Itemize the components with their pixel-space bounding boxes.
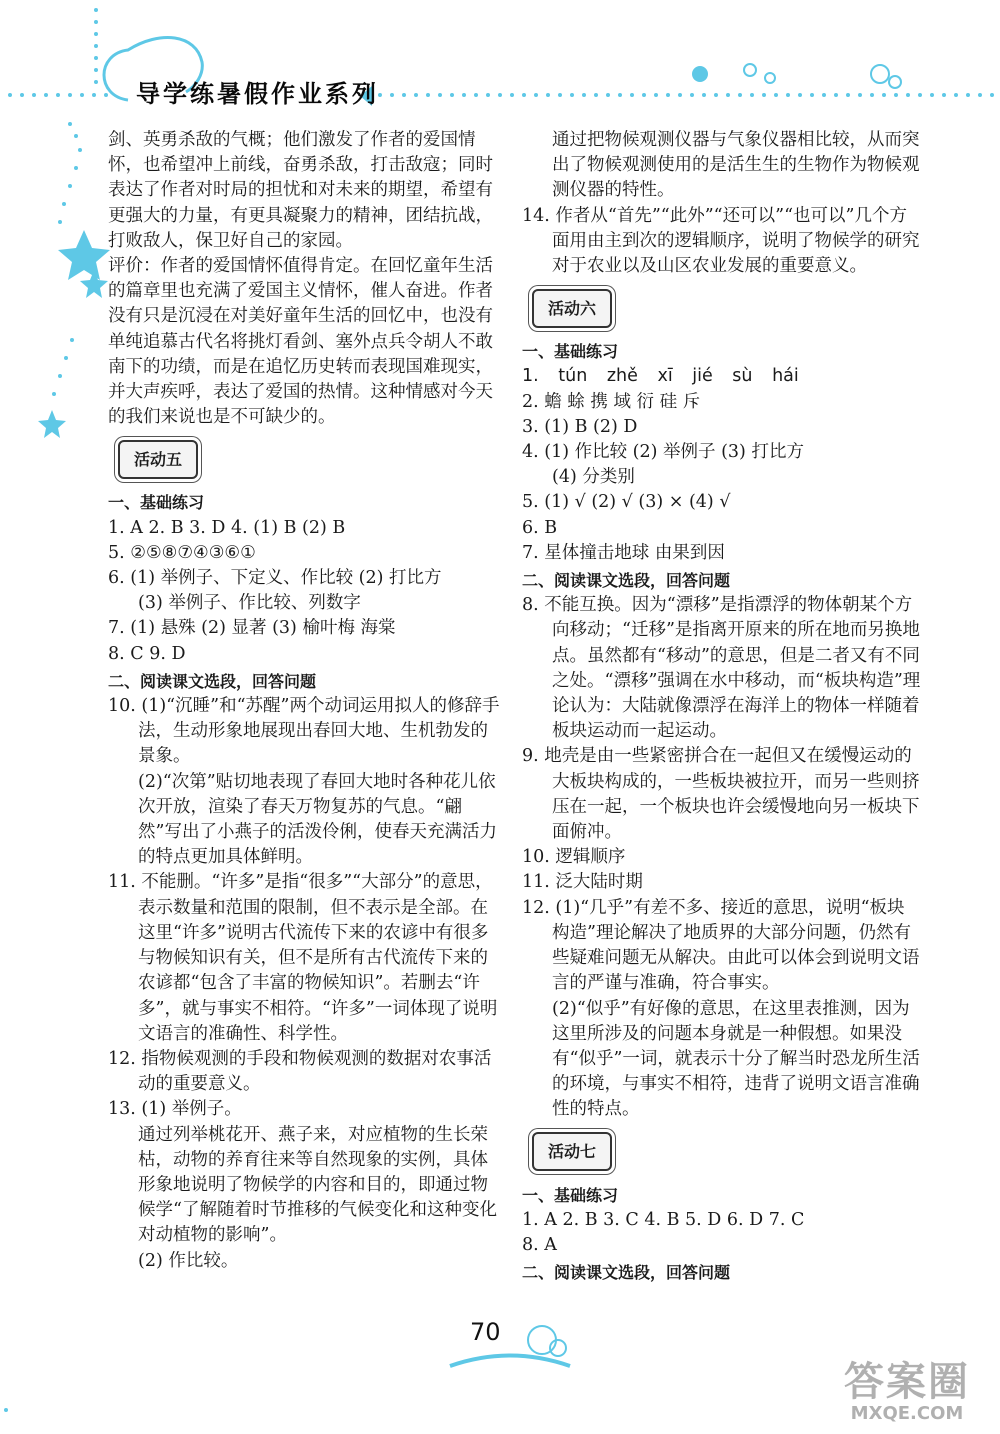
reading-answers [522, 593, 922, 1122]
activity-seven-heading [522, 1123, 922, 1181]
section-heading: 一、基础练习 [522, 342, 619, 362]
answer-line: 7. (1) 悬殊 (2) 显著 (3) 榆叶梅 海棠 [108, 618, 396, 639]
page-header [0, 0, 1000, 140]
watermark-logo: 答案圈 [844, 1359, 970, 1405]
watermark-url: MXQE.COM [850, 1403, 964, 1424]
activity-badge: 活动七 [532, 1132, 612, 1171]
answer-line: 4. (1) 作比较 (2) 举例子 (3) 打比方 [522, 442, 804, 463]
activity-six-heading [522, 279, 922, 337]
section-heading: 二、阅读课文选段，回答问题 [522, 571, 731, 591]
section-heading: 二、阅读课文选段，回答问题 [522, 1263, 731, 1283]
answer-line: (2) 作比较。 [138, 1250, 239, 1271]
answer-line: 7. 星体撞击地球 由果到因 [522, 542, 725, 563]
answer-line: 8. C 9. D [108, 643, 186, 664]
answer-line: 11. 泛大陆时期 [522, 872, 643, 893]
answer-line: 9. 地壳是由一些紧密拼合在一起但又在缓慢运动的大板块构成的，一些板块被拉开，而另一些则挤压在一起，一个板块也许会缓慢地向另一板块下面俯冲。 [522, 746, 920, 843]
basic-exercises [108, 516, 504, 667]
answer-line: 14. 作者从“首先”“此外”“还可以”“也可以”几个方面用由主到次的逻辑顺序，说明了物候学的研究对于农业以及山区农业发展的重要意义。 [522, 205, 920, 277]
left-column [108, 128, 504, 1274]
answer-line: (3) 举例子、作比较、列数字 [138, 593, 361, 614]
answer-line: 12. 指物候观测的手段和物候观测的数据对农事活动的重要意义。 [108, 1048, 492, 1095]
answer-line: 2. 蟾 蜍 携 域 衍 硅 斥 [522, 391, 701, 412]
answer-line: 8. A [522, 1234, 557, 1255]
left-intro [108, 128, 504, 430]
answer-line: 3. (1) B (2) D [522, 416, 638, 437]
answer-line: 1. A 2. B 3. D 4. (1) B (2) B [108, 517, 346, 538]
answer-line: 6. (1) 举例子、下定义、作比较 (2) 打比方 [108, 568, 442, 589]
activity-badge: 活动六 [532, 289, 612, 328]
answer-line: 8. 不能互换。因为“漂移”是指漂浮的物体朝某个方向移动；“迁移”是指离开原来的所在地而另换地点。虽然都有“移动”的意思，但是二者又有不同之处。“漂移”强调在水中移动，而“板块构造”理论认为：大陆就像漂浮在海洋上的物体一样随着板块运动而一起运动。 [522, 595, 921, 742]
answer-line: 评价：作者的爱国情怀值得肯定。在回忆童年生活的篇章里也充满了爱国主义情怀，催人奋进。作者没有只是沉浸在对美好童年生活的回忆中，也没有单纯追慕古代名将挑灯看剑、塞外点兵令胡人不敢南下的功绩，而是在追忆历史转而表现国难现实，并大声疾呼，表达了爱国的热情。这种情感对今天的我们来说也是不可缺少的。 [108, 256, 493, 428]
series-title: 导学练暑假作业系列 [136, 80, 379, 108]
answer-line: (2)“似乎”有好像的意思，在这里表推测，因为这里所涉及的问题本身就是一种假想。如果没有“似乎”一词，就表示十分了解当时恐龙所生活的环境，与事实不相符，违背了说明文语言准确性的特点。 [552, 998, 920, 1120]
header-decoration [0, 0, 1000, 140]
section-heading: 二、阅读课文选段，回答问题 [108, 671, 317, 691]
answer-line: 12. (1)“几乎”有差不多、接近的意思，说明“板块构造”理论解决了地质界的大部分问题，仍然有些疑难问题无从解决。由此可以体会到说明文语言的严谨与准确，符合事实。 [522, 897, 920, 994]
answer-line: 6. B [522, 517, 558, 538]
answer-line: (2)“次第”贴切地表现了春回大地时各种花儿依次开放，渲染了春天万物复苏的气息。“翩然”写出了小燕子的活泼伶俐，使春天充满活力的特点更加具体鲜明。 [138, 771, 497, 868]
watermark [832, 1360, 982, 1430]
answer-line: (4) 分类别 [552, 467, 635, 488]
pinyin-answer: 1. tún zhě xī jié sù hái [522, 366, 799, 387]
answer-line: 5. ②⑤⑧⑦④③⑥① [108, 542, 256, 563]
right-column [522, 128, 922, 1285]
activity-five-heading [108, 430, 504, 488]
answer-line: 10. 逻辑顺序 [522, 847, 626, 868]
basic-exercises [522, 390, 922, 566]
answer-line: 剑、英勇杀敌的气概；他们激发了作者的爱国情怀，也希望冲上前线，奋勇杀敌，打击敌寇；同时表达了作者对时局的担忧和对未来的期望，希望有更强大的力量，有更具凝聚力的精神，团结抗战，打败敌人，保卫好自己的家园。 [108, 130, 493, 251]
answer-line: 10. (1)“沉睡”和“苏醒”两个动词运用拟人的修辞手法，生动形象地展现出春回大地、生机勃发的景象。 [108, 696, 500, 767]
answer-line: 5. (1) √ (2) √ (3) × (4) √ [522, 492, 731, 513]
reading-answers [108, 694, 504, 1274]
section-heading: 一、基础练习 [108, 493, 205, 513]
page-number: 70 [470, 1318, 501, 1346]
basic-exercises [522, 1208, 922, 1258]
answer-line: 1. A 2. B 3. C 4. B 5. D 6. D 7. C [522, 1209, 805, 1230]
answer-line: 11. 不能删。“许多”是指“很多”“大部分”的意思，表示数量和范围的限制，但不表示是全部。在这里“许多”说明古代流传下来的农谚中有很多与物候知识有关，但不是所有古代流传下来的农谚都“包含了丰富的物候知识”。若删去“许多”，就与事实不相符。“许多”一词体现了说明文语言的准确性、科学性。 [108, 872, 498, 1044]
answer-line: 通过列举桃花开、燕子来，对应植物的生长荣枯，动物的养育往来等自然现象的实例，具体形象地说明了物候学的内容和目的，即通过物候学“了解随着时节推移的气候变化和这种变化对动植物的影响”。 [138, 1124, 497, 1246]
section-heading: 一、基础练习 [522, 1185, 619, 1205]
right-top-answers [522, 128, 922, 279]
activity-badge: 活动五 [118, 440, 198, 479]
answer-line: 13. (1) 举例子。 [108, 1099, 242, 1120]
side-decoration [0, 140, 110, 520]
answer-line: 通过把物候观测仪器与气象仪器相比较，从而突出了物候观测使用的是活生生的生物作为物候观测仪器的特性。 [552, 130, 920, 201]
